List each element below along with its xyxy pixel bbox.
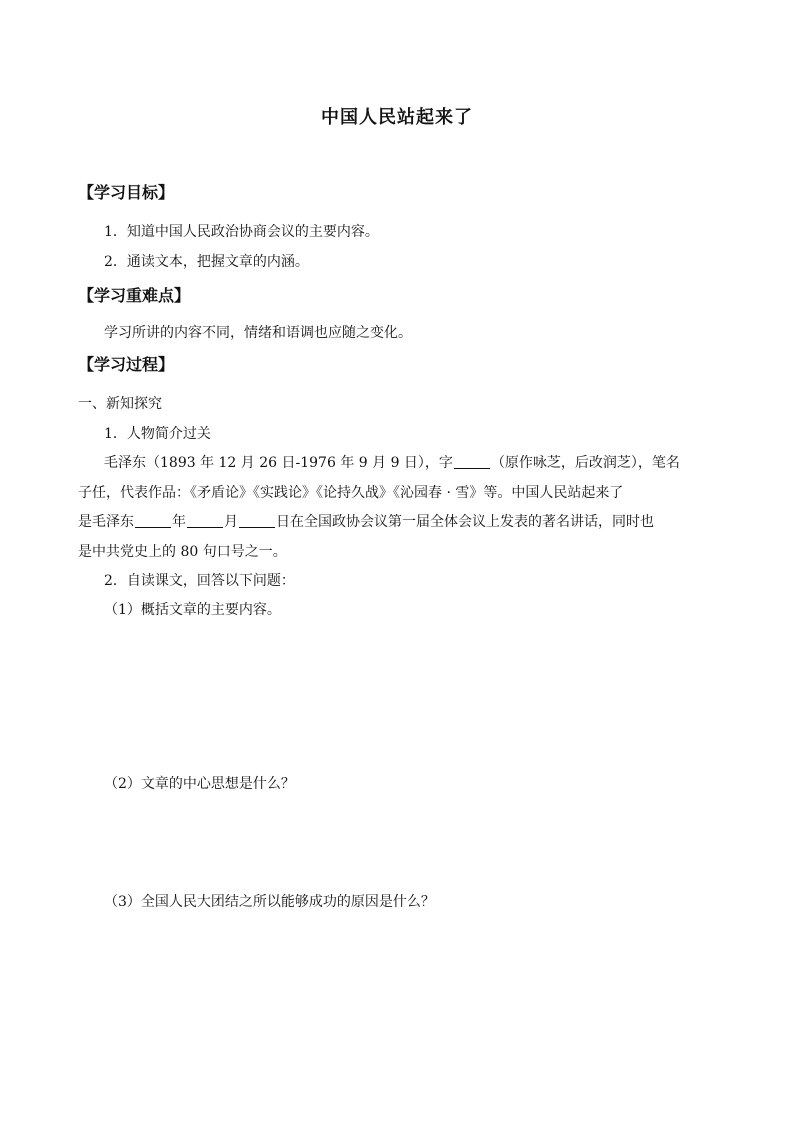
fill-blank-month[interactable] xyxy=(187,513,223,528)
bio-line-3-text-c: 月 xyxy=(224,514,238,530)
goal-item-1: 1．知道中国人民政治协商会议的主要内容。 xyxy=(104,224,379,240)
bio-line-1-text-a: 毛泽东（1893 年 12 月 26 日-1976 年 9 月 9 日），字 xyxy=(104,455,453,471)
bio-line-3-text-d: 日在全国政协会议第一届全体会议上发表的著名讲话，同时也 xyxy=(276,514,654,530)
section-heading-key-points: 【学习重难点】 xyxy=(78,286,191,305)
fill-blank-year[interactable] xyxy=(135,513,171,528)
fill-blank-courtesy-name[interactable] xyxy=(454,454,490,469)
bio-line-1 xyxy=(104,452,680,472)
key-points-text: 学习所讲的内容不同，情绪和语调也应随之变化。 xyxy=(104,325,412,341)
bio-line-2: 子任，代表作品：《矛盾论》《实践论》《论持久战》《沁园春 · 雪》等。中国人民站起来了 xyxy=(78,485,624,501)
bio-line-3 xyxy=(78,511,654,531)
bio-line-3-text-a: 是毛泽东 xyxy=(78,514,134,530)
item-biography-heading: 1．人物简介过关 xyxy=(104,426,211,442)
bio-line-4: 是中共党史上的 80 句口号之一。 xyxy=(78,544,287,560)
fill-blank-day[interactable] xyxy=(239,513,275,528)
bio-line-1-text-b: （原作咏芝，后改润芝），笔名 xyxy=(490,455,680,471)
part-heading-new-knowledge: 一、新知探究 xyxy=(78,396,162,412)
goal-item-2: 2．通读文本，把握文章的内涵。 xyxy=(104,254,309,270)
section-heading-goals: 【学习目标】 xyxy=(78,183,175,202)
question-1: （1）概括文章的主要内容。 xyxy=(104,602,281,618)
page-title: 中国人民站起来了 xyxy=(321,107,473,128)
section-heading-process: 【学习过程】 xyxy=(78,355,175,374)
bio-line-3-text-b: 年 xyxy=(172,514,186,530)
item-reading-heading: 2．自读课文，回答以下问题： xyxy=(104,573,295,589)
question-2: （2）文章的中心思想是什么？ xyxy=(104,776,295,792)
question-3: （3）全国人民大团结之所以能够成功的原因是什么？ xyxy=(104,894,435,910)
